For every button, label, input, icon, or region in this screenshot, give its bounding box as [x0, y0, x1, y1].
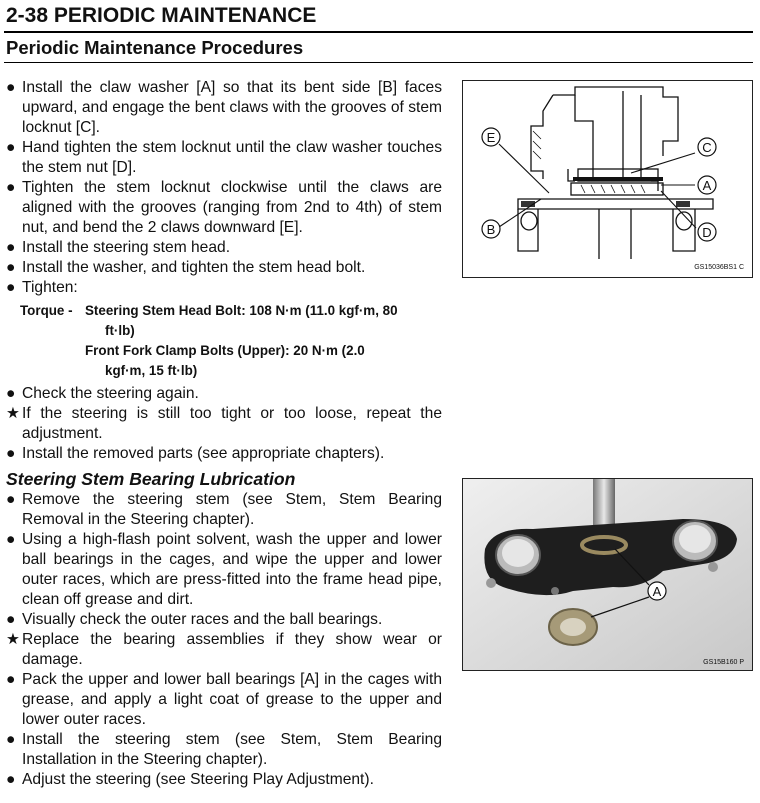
list-item [6, 670, 442, 730]
list-item [6, 404, 442, 444]
list-item-text: Adjust the steering (see Steering Play Adjustment). [22, 771, 374, 788]
list-item [6, 278, 442, 298]
list-item [6, 530, 442, 610]
list-item-text: If the steering is still too tight or too loose, repeat the adjustment. [22, 405, 442, 442]
star-icon: ★ [6, 405, 20, 422]
callout-a-photo-label: A [652, 584, 662, 599]
torque-fork-clamp-bolts-cont: kgf·m, 15 ft·lb) [105, 363, 198, 378]
figure-steering-stem-photo [462, 478, 753, 671]
procedure-after-list [6, 384, 442, 464]
bullet-icon: ● [6, 279, 16, 296]
list-item [6, 770, 442, 790]
list-item-text: Pack the upper and lower ball bearings [A] in the cages with grease, and apply a light coat of grease to the upper and lower outer races. [22, 671, 442, 728]
torque-fork-clamp-bolts: Front Fork Clamp Bolts (Upper): 20 N·m (2.0 [85, 343, 365, 358]
bullet-icon: ● [6, 771, 16, 788]
bullet-icon: ● [6, 259, 16, 276]
list-item [6, 138, 442, 178]
bullet-icon: ● [6, 79, 16, 96]
lubrication-list [6, 490, 442, 790]
star-icon: ★ [6, 631, 20, 648]
list-item-text: Install the removed parts (see appropriate chapters). [22, 445, 385, 462]
torque-label: Torque - [20, 303, 73, 318]
list-item-text: Hand tighten the stem locknut until the claw washer touches the stem nut [D]. [22, 139, 442, 176]
figure1-code: GS15036BS1 C [694, 264, 744, 271]
bullet-icon: ● [6, 445, 16, 462]
lubrication-heading: Steering Stem Bearing Lubrication [6, 469, 296, 489]
list-item-text: Using a high-flash point solvent, wash the upper and lower ball bearings in the cages, and wipe the upper and lower outer races, which are press-fitted into the frame head pipe, clean off grease and dirt. [22, 531, 442, 608]
callout-d-label: D [702, 225, 712, 240]
bullet-icon: ● [6, 139, 16, 156]
list-item [6, 384, 442, 404]
subheader-rule [4, 62, 753, 63]
list-item [6, 630, 442, 670]
bullet-icon: ● [6, 531, 16, 548]
bullet-icon: ● [6, 611, 16, 628]
bullet-icon: ● [6, 731, 16, 748]
callout-e-label: E [486, 130, 496, 145]
list-item [6, 490, 442, 530]
procedure-list [6, 78, 442, 298]
torque-stem-head-bolt-cont: ft·lb) [105, 323, 135, 338]
claw-washer [573, 177, 663, 181]
callout-b-label: B [486, 222, 496, 237]
list-item-text: Visually check the outer races and the ball bearings. [22, 611, 383, 628]
list-item-text: Install the claw washer [A] so that its bent side [B] faces upward, and engage the bent claws with the grooves of stem locknut [C]. [22, 79, 442, 136]
bullet-icon: ● [6, 671, 16, 688]
list-item [6, 258, 442, 278]
steering-stem-photo [463, 479, 752, 670]
callout-c-label: C [702, 140, 712, 155]
torque-spec [6, 301, 442, 381]
torque-stem-head-bolt: Steering Stem Head Bolt: 108 N·m (11.0 kgf·m, 80 [85, 303, 398, 318]
page-header-title: 2-38 PERIODIC MAINTENANCE [6, 4, 317, 27]
list-item-text: Install the steering stem (see Stem, Stem Bearing Installation in the Steering chapter). [22, 731, 442, 768]
list-item-text: Install the washer, and tighten the stem head bolt. [22, 259, 366, 276]
callout-a-label: A [702, 178, 712, 193]
list-item [6, 610, 442, 630]
bullet-icon: ● [6, 239, 16, 256]
list-item [6, 178, 442, 238]
torque-row-1 [6, 301, 442, 341]
torque-row-2 [6, 341, 442, 381]
list-item-text: Remove the steering stem (see Stem, Stem Bearing Removal in the Steering chapter). [22, 491, 442, 528]
list-item-text: Install the steering stem head. [22, 239, 231, 256]
list-item-text: Check the steering again. [22, 385, 199, 402]
list-item-text: Tighten the stem locknut clockwise until the claws are aligned with the grooves (ranging from 2nd to 4th) of stem nut, and bend the 2 claws downward [E]. [22, 179, 442, 236]
figure2-code: GS15B160 P [703, 659, 744, 666]
list-item [6, 730, 442, 770]
bullet-icon: ● [6, 179, 16, 196]
claw-washer-drawing [463, 81, 752, 277]
list-item [6, 444, 442, 464]
header-rule [4, 31, 753, 33]
list-item [6, 78, 442, 138]
list-item-text: Tighten: [22, 279, 78, 296]
procedure-text [6, 78, 442, 790]
bullet-icon: ● [6, 491, 16, 508]
bullet-icon: ● [6, 385, 16, 402]
figure-claw-washer-diagram [462, 80, 753, 278]
list-item-text: Replace the bearing assemblies if they show wear or damage. [22, 631, 442, 668]
section-heading: Periodic Maintenance Procedures [6, 37, 304, 58]
list-item [6, 238, 442, 258]
